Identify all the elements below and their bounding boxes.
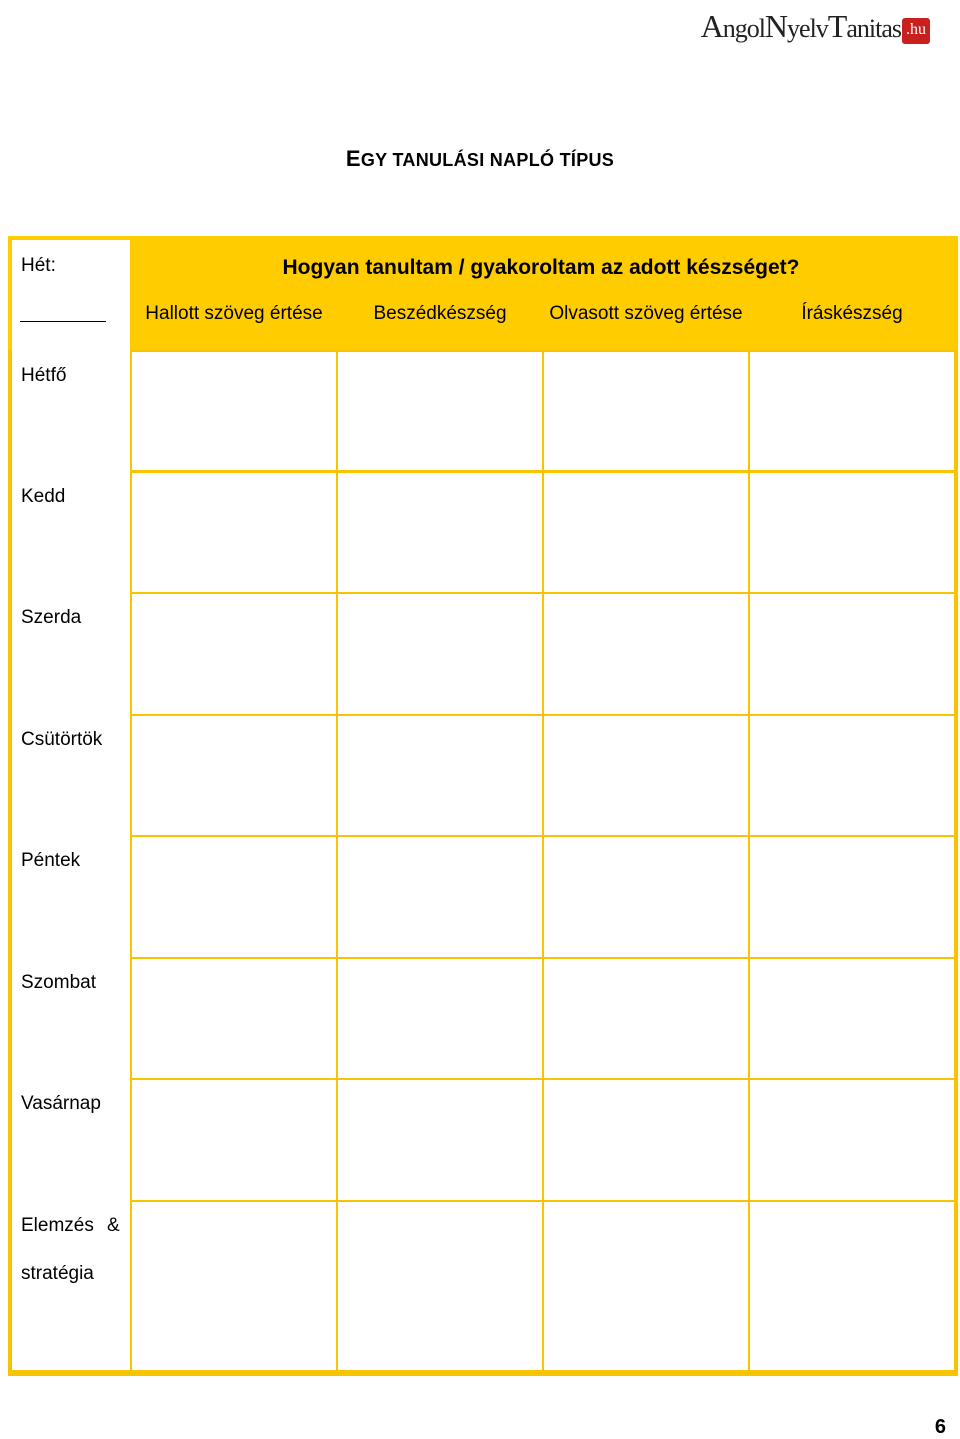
week-label: Hét: <box>21 255 56 276</box>
entry-cell-saturday-speaking[interactable] <box>338 959 542 1078</box>
title-first-letter: E <box>345 146 361 171</box>
entry-cell-saturday-reading[interactable] <box>544 959 748 1078</box>
entry-cell-analysis-writing[interactable] <box>750 1202 954 1370</box>
entry-cell-thursday-writing[interactable] <box>750 716 954 835</box>
analysis-label-line1: Elemzés <box>21 1215 94 1236</box>
page-number: 6 <box>934 1416 946 1438</box>
entry-cell-tuesday-speaking[interactable] <box>338 473 542 592</box>
day-label-wednesday: Szerda <box>21 607 82 628</box>
entry-cell-analysis-speaking[interactable] <box>338 1202 542 1370</box>
day-label-thursday: Csütörtök <box>21 729 103 750</box>
logo-text-anitas: anitas <box>846 14 901 43</box>
skill-listening: Hallott szöveg értése <box>145 303 323 324</box>
day-label-saturday: Szombat <box>21 972 96 993</box>
entry-cell-wednesday-listening[interactable] <box>132 594 336 714</box>
entry-cell-analysis-listening[interactable] <box>132 1202 336 1370</box>
entry-cell-friday-speaking[interactable] <box>338 837 542 957</box>
logo-text-ngol: ngol <box>722 14 765 43</box>
entry-cell-thursday-speaking[interactable] <box>338 716 542 835</box>
skill-speaking: Beszédkészség <box>373 303 507 324</box>
week-input-line[interactable] <box>20 321 106 322</box>
skill-reading: Olvasott szöveg értése <box>549 303 743 324</box>
entry-cell-wednesday-reading[interactable] <box>544 594 748 714</box>
logo-letter-a: A <box>700 8 723 44</box>
main-question: Hogyan tanultam / gyakoroltam az adott készséget? <box>282 256 800 279</box>
entry-cell-saturday-listening[interactable] <box>132 959 336 1078</box>
entry-cell-thursday-listening[interactable] <box>132 716 336 835</box>
entry-cell-friday-writing[interactable] <box>750 837 954 957</box>
entry-cell-sunday-reading[interactable] <box>544 1080 748 1200</box>
entry-cell-monday-reading[interactable] <box>544 352 748 470</box>
entry-cell-thursday-reading[interactable] <box>544 716 748 835</box>
day-label-monday: Hétfő <box>21 365 67 386</box>
entry-cell-monday-writing[interactable] <box>750 352 954 470</box>
analysis-label-ampersand: & <box>107 1215 120 1236</box>
entry-cell-tuesday-listening[interactable] <box>132 473 336 592</box>
logo-text-yelv: yelv <box>787 14 828 43</box>
entry-cell-sunday-speaking[interactable] <box>338 1080 542 1200</box>
entry-cell-sunday-listening[interactable] <box>132 1080 336 1200</box>
title-rest: GY TANULÁSI NAPLÓ TÍPUS <box>360 150 615 170</box>
logo-badge: .hu <box>902 18 930 44</box>
day-label-friday: Péntek <box>21 850 81 871</box>
entry-cell-wednesday-speaking[interactable] <box>338 594 542 714</box>
page-title <box>0 146 960 172</box>
entry-cell-sunday-writing[interactable] <box>750 1080 954 1200</box>
logo-letter-t: T <box>827 8 847 44</box>
entry-cell-monday-listening[interactable] <box>132 352 336 470</box>
entry-cell-tuesday-reading[interactable] <box>544 473 748 592</box>
entry-cell-friday-reading[interactable] <box>544 837 748 957</box>
entry-cell-saturday-writing[interactable] <box>750 959 954 1078</box>
entry-cell-tuesday-writing[interactable] <box>750 473 954 592</box>
site-logo <box>701 0 930 42</box>
analysis-label-line2: stratégia <box>21 1263 94 1284</box>
logo-letter-n: N <box>764 8 788 44</box>
entry-cell-wednesday-writing[interactable] <box>750 594 954 714</box>
entry-cell-monday-speaking[interactable] <box>338 352 542 470</box>
day-label-tuesday: Kedd <box>21 486 66 507</box>
table-header <box>8 236 958 350</box>
entry-cell-friday-listening[interactable] <box>132 837 336 957</box>
entry-cell-analysis-reading[interactable] <box>544 1202 748 1370</box>
skill-writing: Íráskészség <box>801 303 903 324</box>
day-label-sunday: Vasárnap <box>21 1093 101 1114</box>
